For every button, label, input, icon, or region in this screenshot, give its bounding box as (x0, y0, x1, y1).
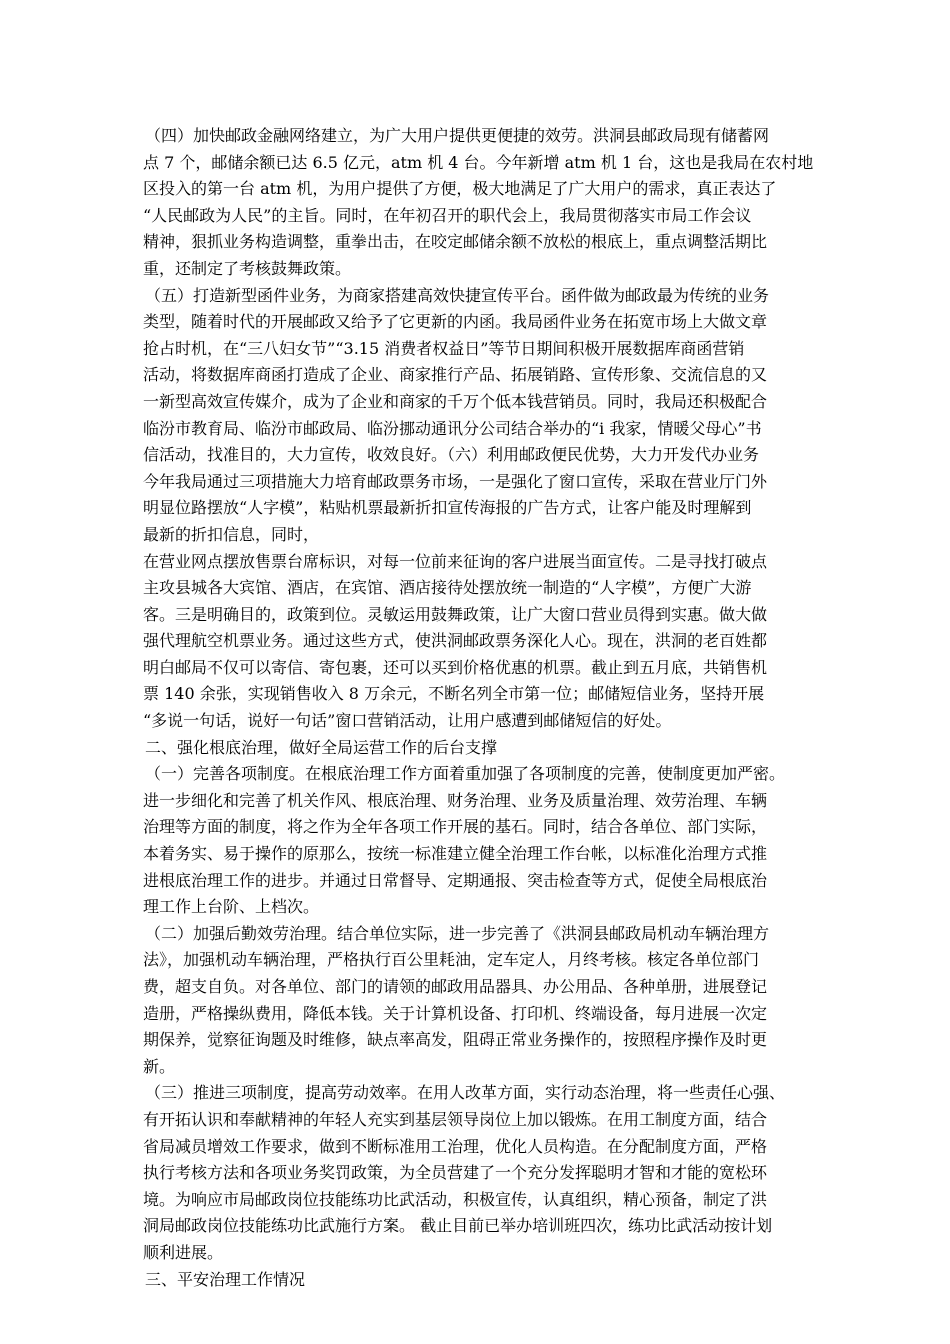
text-line: （二）加强后勤效劳治理。结合单位实际，进一步完善了《洪洞县邮政局机动车辆治理方 (145, 923, 770, 943)
text-line: （三）推进三项制度，提高劳动效率。在用人改革方面，实行动态治理，将一些责任心强、 (145, 1083, 786, 1103)
text-line: 票 140 余张，实现销售收入 8 万余元，不断名列全市第一位；邮储短信业务，坚持开展 (143, 684, 765, 704)
text-line: 进根底治理工作的进步。并通过日常督导、定期通报、突击检查等方式，促使全局根底治 (143, 870, 768, 890)
text-line: 明显位路摆放“人字模”，粘贴机票最新折扣宣传海报的广告方式，让客户能及时理解到 (143, 498, 752, 518)
text-line: 三、平安治理工作情况 (145, 1269, 306, 1289)
text-line: 今年我局通过三项措施大力培育邮政票务市场，一是强化了窗口宣传，采取在营业厅门外 (143, 471, 768, 491)
text-line: 在营业网点摆放售票台席标识，对每一位前来征询的客户进展当面宣传。二是寻找打破点 (143, 551, 768, 571)
text-line: 进一步细化和完善了机关作风、根底治理、财务治理、业务及质量治理、效劳治理、车辆 (143, 790, 768, 810)
text-line: 执行考核方法和各项业务奖罚政策，为全员营建了一个充分发挥聪明才智和才能的宽松环 (143, 1163, 768, 1183)
text-line: 一新型高效宣传媒介，成为了企业和商家的千万个低本钱营销员。同时，我局还积极配合 (143, 391, 768, 411)
text-line: 法》，加强机动车辆治理，严格执行百公里耗油，定车定人，月终考核。核定各单位部门 (143, 950, 760, 970)
text-line: 点 7 个，邮储余额已达 6.5 亿元，atm 机 4 台。今年新增 atm 机 1 台，这也是我局在农村地 (143, 152, 814, 172)
text-line: “多说一句话，说好一句话”窗口营销活动，让用户感遭到邮储短信的好处。 (143, 711, 672, 731)
text-line: 最新的折扣信息，同时， (143, 524, 320, 544)
text-line: 二、强化根底治理，做好全局运营工作的后台支撑 (145, 737, 498, 757)
text-line: 治理等方面的制度，将之作为全年各项工作开展的基石。同时，结合各单位、部门实际， (143, 817, 768, 837)
text-line: 洞局邮政岗位技能练功比武施行方案。 截止目前已举办培训班四次，练功比武活动按计划 (143, 1216, 773, 1236)
text-line: “人民邮政为人民”的主旨。同时，在年初召开的职代会上，我局贯彻落实市局工作会议 (143, 205, 752, 225)
text-line: （四）加快邮政金融网络建立，为广大用户提供更便捷的效劳。洪洞县邮政局现有储蓄网 (145, 126, 770, 145)
text-line: 区投入的第一台 atm 机，为用户提供了方便，极大地满足了广大用户的需求，真正表达了 (143, 179, 777, 199)
text-line: 明白邮局不仅可以寄信、寄包裹，还可以买到价格优惠的机票。截止到五月底，共销售机 (143, 657, 768, 677)
text-line: 省局减员增效工作要求，做到不断标准用工治理，优化人员构造。在分配制度方面，严格 (143, 1136, 768, 1156)
document-body (143, 123, 813, 1293)
text-line: 新。 (143, 1056, 176, 1076)
text-line: （五）打造新型函件业务，为商家搭建高效快捷宣传平台。函件做为邮政最为传统的业务 (145, 285, 770, 305)
text-line: 信活动，找准目的，大力宣传，收效良好。（六）利用邮政便民优势，大力开发代办业务 (143, 445, 760, 465)
text-line: 客。三是明确目的，政策到位。灵敏运用鼓舞政策，让广大窗口营业员得到实惠。做大做 (143, 604, 768, 624)
text-line: 造册，严格操纵费用，降低本钱。关于计算机设备、打印机、终端设备，每月进展一次定 (143, 1003, 768, 1023)
text-line: 理工作上台阶、上档次。 (143, 897, 320, 917)
text-line: 强代理航空机票业务。通过这些方式，使洪洞邮政票务深化人心。现在，洪洞的老百姓都 (143, 631, 768, 651)
text-line: 活动，将数据库商函打造成了企业、商家推行产品、拓展销路、宣传形象、交流信息的又 (143, 365, 768, 385)
text-line: 顺利进展。 (143, 1242, 224, 1262)
text-line: 本着务实、易于操作的原那么，按统一标准建立健全治理工作台帐，以标准化治理方式推 (143, 844, 768, 864)
text-line: （一）完善各项制度。在根底治理工作方面着重加强了各项制度的完善，使制度更加严密。 (145, 764, 786, 784)
text-line: 类型，随着时代的开展邮政又给予了它更新的内函。我局函件业务在拓宽市场上大做文章 (143, 312, 768, 332)
text-line: 主攻县城各大宾馆、酒店，在宾馆、酒店接待处摆放统一制造的“人字模”，方便广大游 (143, 578, 752, 598)
text-line: 抢占时机，在“三八妇女节”“3.15 消费者权益日”等节日期间积极开展数据库商函营销 (143, 338, 745, 358)
text-line: 重，还制定了考核鼓舞政策。 (143, 258, 352, 278)
text-line: 有开拓认识和奉献精神的年轻人充实到基层领导岗位上加以锻炼。在用工制度方面，结合 (143, 1109, 768, 1129)
text-line: 境。为响应市局邮政岗位技能练功比武活动，积极宣传，认真组织，精心预备，制定了洪 (143, 1189, 768, 1209)
text-line: 费，超支自负。对各单位、部门的请领的邮政用品器具、办公用品、各种单册，进展登记 (143, 977, 768, 996)
text-line: 精神，狠抓业务构造调整，重拳出击，在咬定邮储余额不放松的根底上，重点调整活期比 (143, 232, 768, 252)
text-line: 临汾市教育局、临汾市邮政局、临汾挪动通讯分公司结合举办的“i 我家，情暖父母心”书 (143, 418, 762, 438)
text-line: 期保养，觉察征询题及时维修，缺点率高发，阻碍正常业务操作的，按照程序操作及时更 (143, 1030, 768, 1050)
